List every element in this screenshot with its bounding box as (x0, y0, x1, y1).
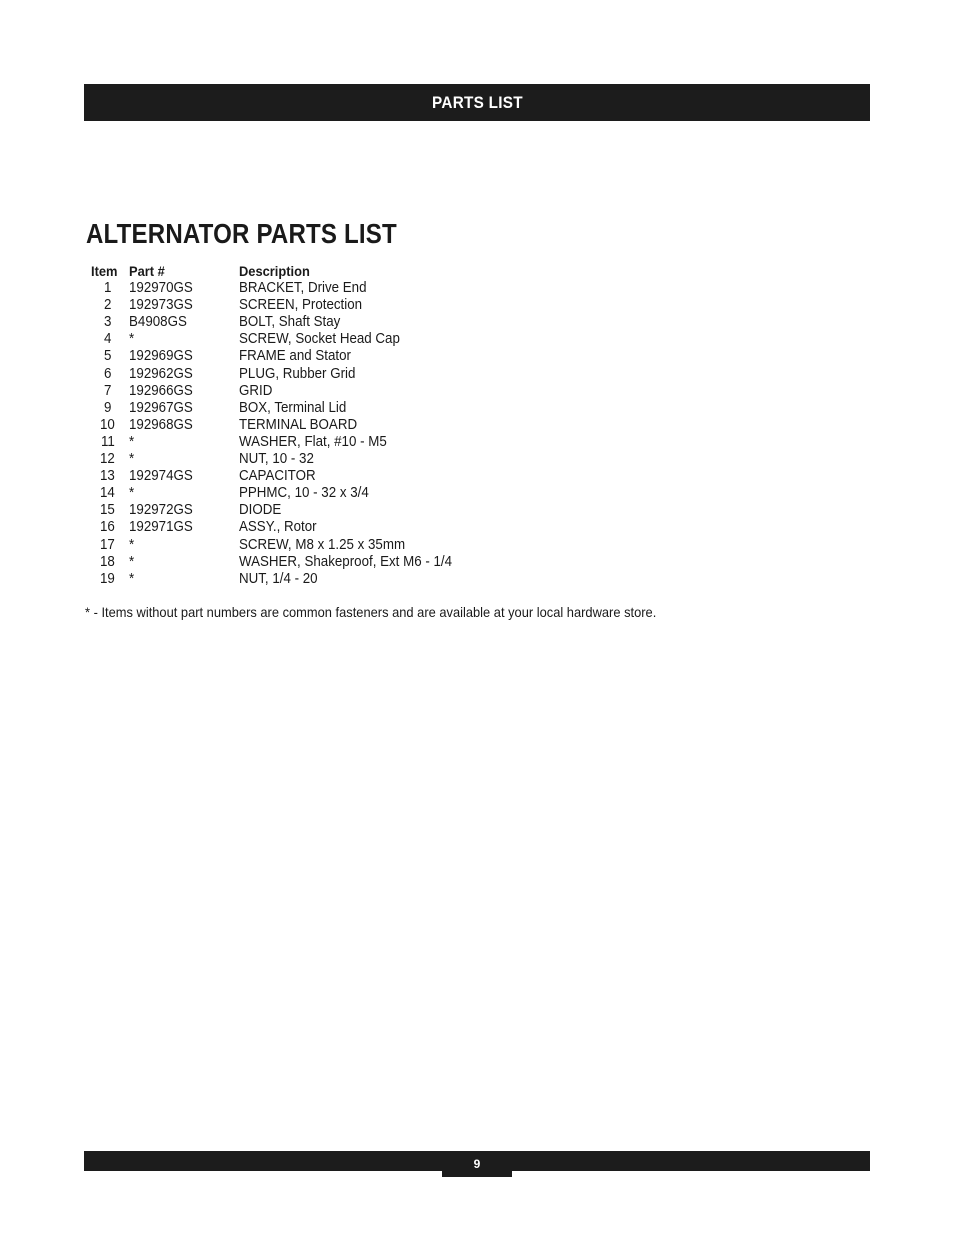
section-header-title: PARTS LIST (431, 92, 523, 112)
cell-part-number: * (129, 553, 135, 570)
table-row (88, 537, 471, 554)
cell-item: 19 (100, 570, 116, 587)
cell-item: 9 (104, 399, 112, 416)
parts-table (88, 263, 471, 588)
cell-description: SCREW, Socket Head Cap (239, 331, 400, 348)
table-row (88, 519, 471, 536)
cell-item: 10 (100, 416, 116, 433)
cell-item: 17 (100, 536, 116, 553)
section-header-bar (84, 84, 870, 121)
cell-part-number: 192972GS (129, 502, 193, 519)
cell-description: PLUG, Rubber Grid (239, 365, 356, 382)
cell-item: 1 (104, 280, 112, 297)
table-row (88, 348, 471, 365)
table-row (88, 451, 471, 468)
cell-part-number: B4908GS (129, 314, 187, 331)
cell-part-number: 192971GS (129, 519, 193, 536)
parts-table-body (88, 280, 471, 588)
footnote: * - Items without part numbers are common fasteners and are available at your local hardware store. (85, 604, 657, 620)
page-number: 9 (473, 1157, 481, 1171)
cell-description: GRID (239, 382, 273, 399)
cell-part-number: 192962GS (129, 365, 193, 382)
cell-part-number: * (129, 433, 135, 450)
table-row (88, 434, 471, 451)
cell-item: 2 (104, 297, 112, 314)
cell-item: 3 (104, 314, 112, 331)
column-header-item: Item (91, 263, 118, 279)
cell-item: 4 (104, 331, 112, 348)
page-title: ALTERNATOR PARTS LIST (86, 218, 397, 249)
cell-description: SCREEN, Protection (239, 297, 363, 314)
table-row (88, 383, 471, 400)
cell-description: DIODE (239, 502, 282, 519)
table-row (88, 400, 471, 417)
cell-description: TERMINAL BOARD (239, 416, 358, 433)
cell-part-number: 192968GS (129, 416, 193, 433)
cell-item: 5 (104, 348, 112, 365)
cell-description: WASHER, Flat, #10 - M5 (239, 433, 387, 450)
cell-description: NUT, 10 - 32 (239, 451, 314, 468)
cell-item: 16 (100, 519, 116, 536)
column-header-part: Part # (129, 263, 165, 279)
table-row (88, 571, 471, 588)
cell-description: FRAME and Stator (239, 348, 351, 365)
cell-item: 15 (100, 502, 116, 519)
cell-item: 13 (100, 468, 116, 485)
cell-part-number: 192974GS (129, 468, 193, 485)
table-row (88, 366, 471, 383)
cell-item: 12 (100, 451, 116, 468)
cell-description: PPHMC, 10 - 32 x 3/4 (239, 485, 369, 502)
cell-description: BOLT, Shaft Stay (239, 314, 341, 331)
cell-description: BOX, Terminal Lid (239, 399, 347, 416)
cell-part-number: 192967GS (129, 399, 193, 416)
cell-part-number: * (129, 536, 135, 553)
cell-description: SCREW, M8 x 1.25 x 35mm (239, 536, 406, 553)
table-row (88, 502, 471, 519)
table-header-row (88, 263, 471, 280)
cell-description: BRACKET, Drive End (239, 280, 367, 297)
cell-part-number: * (129, 331, 135, 348)
table-row (88, 468, 471, 485)
page-number-tab (442, 1151, 512, 1177)
cell-item: 14 (100, 485, 116, 502)
cell-item: 18 (100, 553, 116, 570)
cell-item: 6 (104, 365, 112, 382)
cell-part-number: 192969GS (129, 348, 193, 365)
table-row (88, 554, 471, 571)
cell-item: 11 (100, 433, 115, 450)
cell-part-number: * (129, 451, 135, 468)
cell-description: ASSY., Rotor (239, 519, 317, 536)
cell-part-number: * (129, 485, 135, 502)
table-row (88, 314, 471, 331)
cell-description: NUT, 1/4 - 20 (239, 570, 318, 587)
cell-part-number: 192973GS (129, 297, 193, 314)
table-row (88, 280, 471, 297)
cell-item: 7 (104, 382, 112, 399)
cell-part-number: 192966GS (129, 382, 193, 399)
cell-description: WASHER, Shakeproof, Ext M6 - 1/4 (239, 553, 453, 570)
cell-part-number: * (129, 570, 135, 587)
table-row (88, 297, 471, 314)
table-row (88, 417, 471, 434)
cell-description: CAPACITOR (239, 468, 316, 485)
table-row (88, 331, 471, 348)
cell-part-number: 192970GS (129, 280, 193, 297)
column-header-description: Description (239, 263, 310, 279)
table-row (88, 485, 471, 502)
